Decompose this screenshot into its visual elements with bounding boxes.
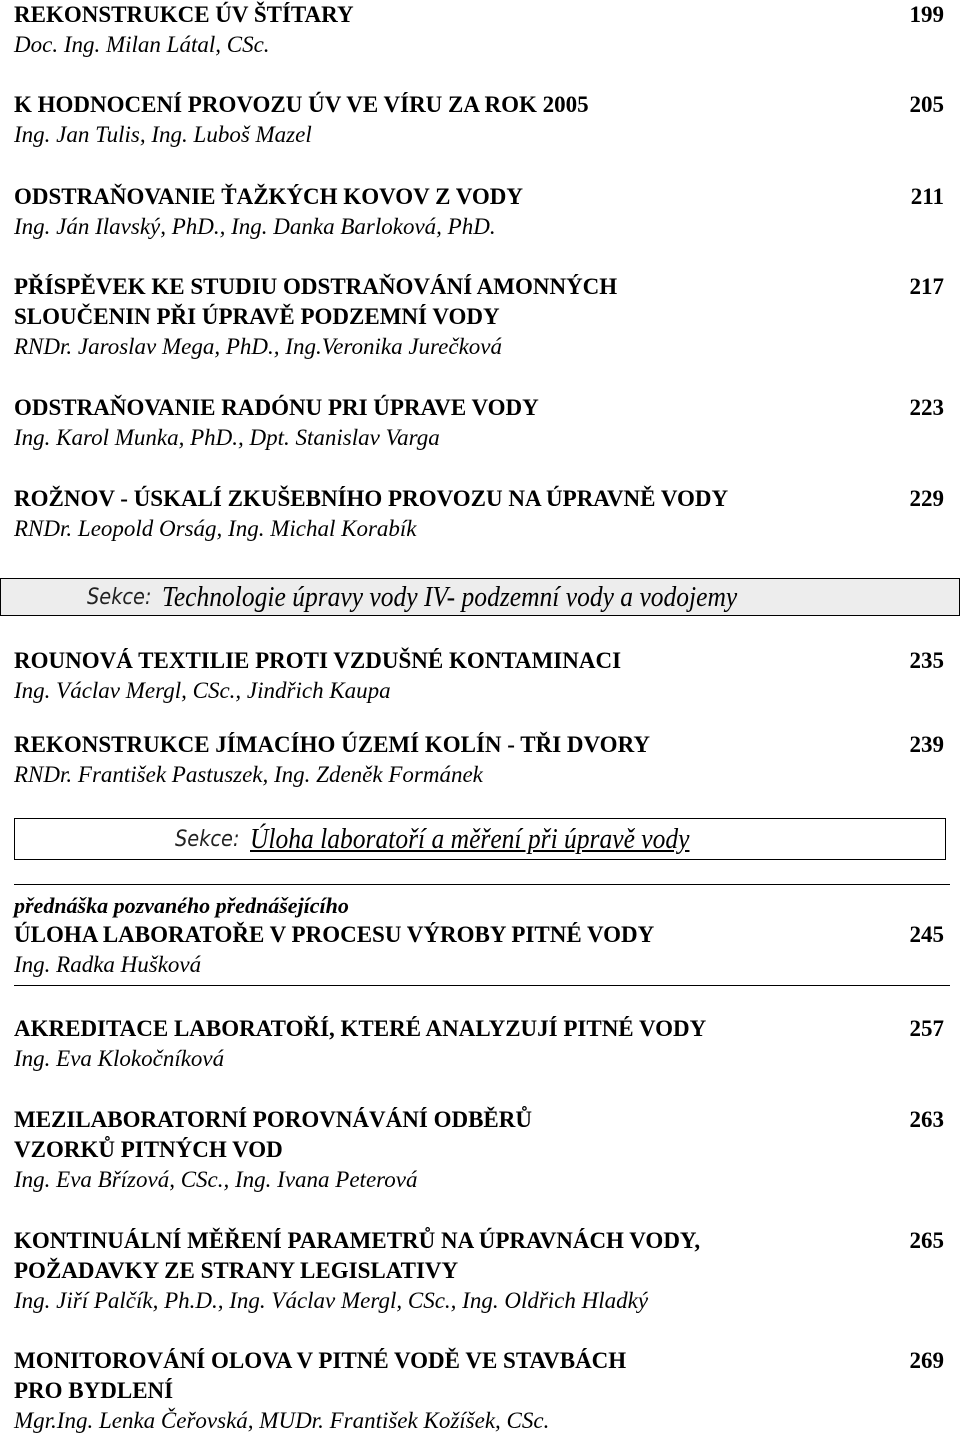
page-number: 205 bbox=[909, 92, 944, 117]
entry-title: ODSTRAŇOVANIE ŤAŽKÝCH KOVOV Z VODY bbox=[14, 184, 523, 209]
page-number: 199 bbox=[909, 2, 944, 27]
toc-entry bbox=[14, 0, 944, 59]
toc-entry bbox=[14, 182, 944, 241]
entry-title: ROUNOVÁ TEXTILIE PROTI VZDUŠNÉ KONTAMINACI bbox=[14, 648, 622, 673]
page-number: 265 bbox=[909, 1228, 944, 1253]
divider-bottom bbox=[14, 985, 950, 986]
entry-authors: Ing. Ján Ilavský, PhD., Ing. Danka Barloková, PhD. bbox=[14, 214, 496, 239]
toc-entry bbox=[14, 272, 944, 361]
section-title: Technologie úpravy vody IV- podzemní vody a vodojemy bbox=[162, 580, 738, 613]
entry-title: MONITOROVÁNÍ OLOVA V PITNÉ VODĚ VE STAVBÁCH bbox=[14, 1348, 627, 1373]
entry-authors: Ing. Jan Tulis, Ing. Luboš Mazel bbox=[14, 122, 312, 147]
entry-authors: Doc. Ing. Milan Látal, CSc. bbox=[14, 32, 270, 57]
toc-entry bbox=[14, 1346, 944, 1435]
entry-authors: RNDr. Jaroslav Mega, PhD., Ing.Veronika Jurečková bbox=[14, 334, 502, 359]
entry-authors: RNDr. František Pastuszek, Ing. Zdeněk Formánek bbox=[14, 762, 483, 787]
page-number: 257 bbox=[909, 1016, 944, 1041]
entry-title-continued: SLOUČENIN PŘI ÚPRAVĚ PODZEMNÍ VODY bbox=[14, 304, 500, 329]
toc-entry bbox=[14, 90, 944, 149]
page-number: 239 bbox=[909, 732, 944, 757]
entry-title: MEZILABORATORNÍ POROVNÁVÁNÍ ODBĚRŮ bbox=[14, 1107, 532, 1132]
entry-authors: Ing. Eva Břízová, CSc., Ing. Ivana Peterová bbox=[14, 1167, 418, 1192]
toc-entry bbox=[14, 1105, 944, 1194]
page-number: 269 bbox=[909, 1348, 944, 1373]
toc-entry bbox=[14, 1226, 944, 1315]
entry-title: ÚLOHA LABORATOŘE V PROCESU VÝROBY PITNÉ VODY bbox=[14, 922, 655, 947]
entry-title-continued: POŽADAVKY ZE STRANY LEGISLATIVY bbox=[14, 1258, 459, 1283]
divider-top bbox=[14, 884, 950, 885]
entry-authors: RNDr. Leopold Orság, Ing. Michal Korabík bbox=[14, 516, 417, 541]
entry-title: KONTINUÁLNÍ MĚŘENÍ PARAMETRŮ NA ÚPRAVNÁCH VODY, bbox=[14, 1228, 701, 1253]
page-number: 263 bbox=[909, 1107, 944, 1132]
entry-authors: Ing. Václav Mergl, CSc., Jindřich Kaupa bbox=[14, 678, 391, 703]
entry-title: K HODNOCENÍ PROVOZU ÚV VE VÍRU ZA ROK 2005 bbox=[14, 92, 589, 117]
entry-title-continued: VZORKŮ PITNÝCH VOD bbox=[14, 1137, 283, 1162]
invited-lecture bbox=[14, 892, 944, 979]
toc-entry bbox=[14, 484, 944, 543]
page-number: 211 bbox=[910, 184, 944, 209]
entry-authors: Ing. Radka Hušková bbox=[14, 952, 202, 977]
toc-entry bbox=[14, 646, 944, 705]
toc-entry bbox=[14, 730, 944, 789]
section-header bbox=[0, 578, 960, 616]
entry-authors: Ing. Eva Klokočníková bbox=[14, 1046, 225, 1071]
entry-authors: Ing. Jiří Palčík, Ph.D., Ing. Václav Mergl, CSc., Ing. Oldřich Hladký bbox=[14, 1288, 649, 1313]
entry-title: AKREDITACE LABORATOŘÍ, KTERÉ ANALYZUJÍ PITNÉ VODY bbox=[14, 1016, 707, 1041]
toc-entry bbox=[14, 1014, 944, 1073]
page-number: 235 bbox=[909, 648, 944, 673]
entry-authors: Ing. Karol Munka, PhD., Dpt. Stanislav Varga bbox=[14, 425, 440, 450]
page-number: 245 bbox=[909, 922, 944, 947]
section-label: Sekce: bbox=[87, 584, 152, 610]
page-number: 229 bbox=[909, 486, 944, 511]
entry-title-continued: PRO BYDLENÍ bbox=[14, 1378, 174, 1403]
page-number: 223 bbox=[909, 395, 944, 420]
page-number: 217 bbox=[909, 274, 944, 299]
entry-title: PŘÍSPĚVEK KE STUDIU ODSTRAŇOVÁNÍ AMONNÝCH bbox=[14, 274, 618, 299]
entry-title: REKONSTRUKCE JÍMACÍHO ÚZEMÍ KOLÍN - TŘI DVORY bbox=[14, 732, 650, 757]
entry-title: REKONSTRUKCE ÚV ŠTÍTARY bbox=[14, 2, 354, 27]
entry-title: ROŽNOV - ÚSKALÍ ZKUŠEBNÍHO PROVOZU NA ÚPRAVNĚ VODY bbox=[14, 486, 729, 511]
entry-authors: Mgr.Ing. Lenka Čeřovská, MUDr. František Kožíšek, CSc. bbox=[14, 1408, 550, 1433]
section-label: Sekce: bbox=[175, 826, 240, 852]
invited-label: přednáška pozvaného přednášejícího bbox=[14, 893, 349, 918]
entry-title: ODSTRAŇOVANIE RADÓNU PRI ÚPRAVE VODY bbox=[14, 395, 539, 420]
toc-entry bbox=[14, 393, 944, 452]
section-title: Úloha laboratoří a měření při úpravě vody bbox=[250, 822, 690, 855]
section-header bbox=[14, 818, 946, 860]
